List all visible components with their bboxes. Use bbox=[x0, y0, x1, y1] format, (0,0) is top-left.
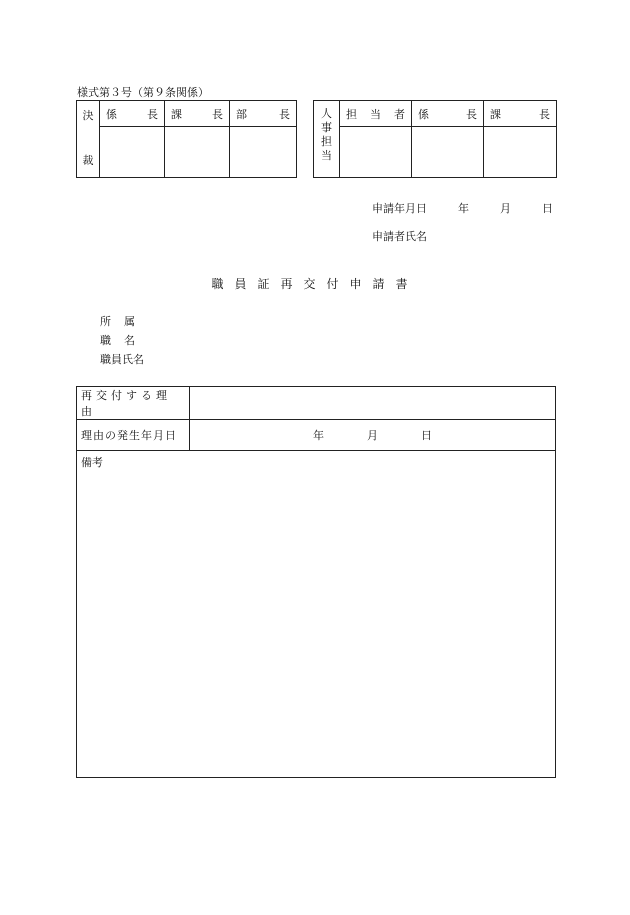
approval-table-kessai bbox=[76, 100, 297, 178]
occurrence-date-label-cell bbox=[77, 420, 190, 451]
occurrence-date-input[interactable] bbox=[190, 420, 556, 451]
approval-stamp-kacho[interactable] bbox=[165, 127, 230, 178]
occurrence-date-day: 日 bbox=[421, 429, 432, 442]
kessai-label bbox=[77, 101, 100, 178]
employee-name-field bbox=[100, 351, 144, 367]
position-label: 職 名 bbox=[100, 334, 136, 347]
affiliation-label: 所 属 bbox=[100, 315, 136, 328]
jinji-tanto-label bbox=[314, 101, 340, 178]
approval-stamp-kakaricho-2[interactable] bbox=[412, 127, 484, 178]
page-title: 職員証再交付申請書 bbox=[211, 277, 419, 291]
application-date-label: 申請年月日 bbox=[372, 202, 427, 215]
approval-header-tantosha: 担 当 者 bbox=[340, 101, 412, 127]
reason-label-cell bbox=[77, 387, 190, 420]
kessai-label-char-1: 決 bbox=[82, 109, 94, 122]
approval-stamp-bucho[interactable] bbox=[230, 127, 297, 178]
reason-input[interactable] bbox=[190, 387, 556, 420]
application-date-line bbox=[372, 200, 553, 216]
jinji-char-3: 担 bbox=[321, 135, 332, 148]
reissue-details-table bbox=[76, 386, 556, 778]
kessai-label-char-2: 裁 bbox=[82, 154, 94, 167]
approval-stamp-kakaricho[interactable] bbox=[100, 127, 165, 178]
occurrence-date-year: 年 bbox=[313, 429, 324, 442]
approval-table-jinji bbox=[313, 100, 557, 178]
approval-header-bucho: 部 長 bbox=[230, 101, 297, 127]
approval-stamp-tantosha[interactable] bbox=[340, 127, 412, 178]
notes-label: 備考 bbox=[81, 456, 103, 469]
jinji-char-2: 事 bbox=[321, 121, 332, 134]
reason-label: 再交付する理由 bbox=[81, 389, 171, 418]
applicant-name-label: 申請者氏名 bbox=[372, 230, 427, 243]
notes-area[interactable] bbox=[77, 451, 556, 778]
employee-name-label: 職員氏名 bbox=[100, 353, 144, 366]
position-field bbox=[100, 332, 136, 348]
form-identifier: 様式第３号（第９条関係） bbox=[77, 86, 209, 99]
applicant-name-line bbox=[372, 228, 427, 244]
jinji-char-4: 当 bbox=[321, 149, 332, 162]
approval-header-kakaricho-2: 係 長 bbox=[412, 101, 484, 127]
approval-stamp-kacho-2[interactable] bbox=[484, 127, 557, 178]
application-date-year[interactable]: 年 bbox=[458, 202, 469, 215]
affiliation-field bbox=[100, 313, 136, 329]
occurrence-date-month: 月 bbox=[367, 429, 378, 442]
jinji-char-1: 人 bbox=[321, 107, 332, 120]
approval-header-kacho-2: 課 長 bbox=[484, 101, 557, 127]
occurrence-date-label: 理由の発生年月日 bbox=[81, 429, 177, 442]
approval-header-kacho: 課 長 bbox=[165, 101, 230, 127]
approval-header-kakaricho: 係 長 bbox=[100, 101, 165, 127]
application-date-month[interactable]: 月 bbox=[500, 202, 511, 215]
application-date-day[interactable]: 日 bbox=[542, 202, 553, 215]
